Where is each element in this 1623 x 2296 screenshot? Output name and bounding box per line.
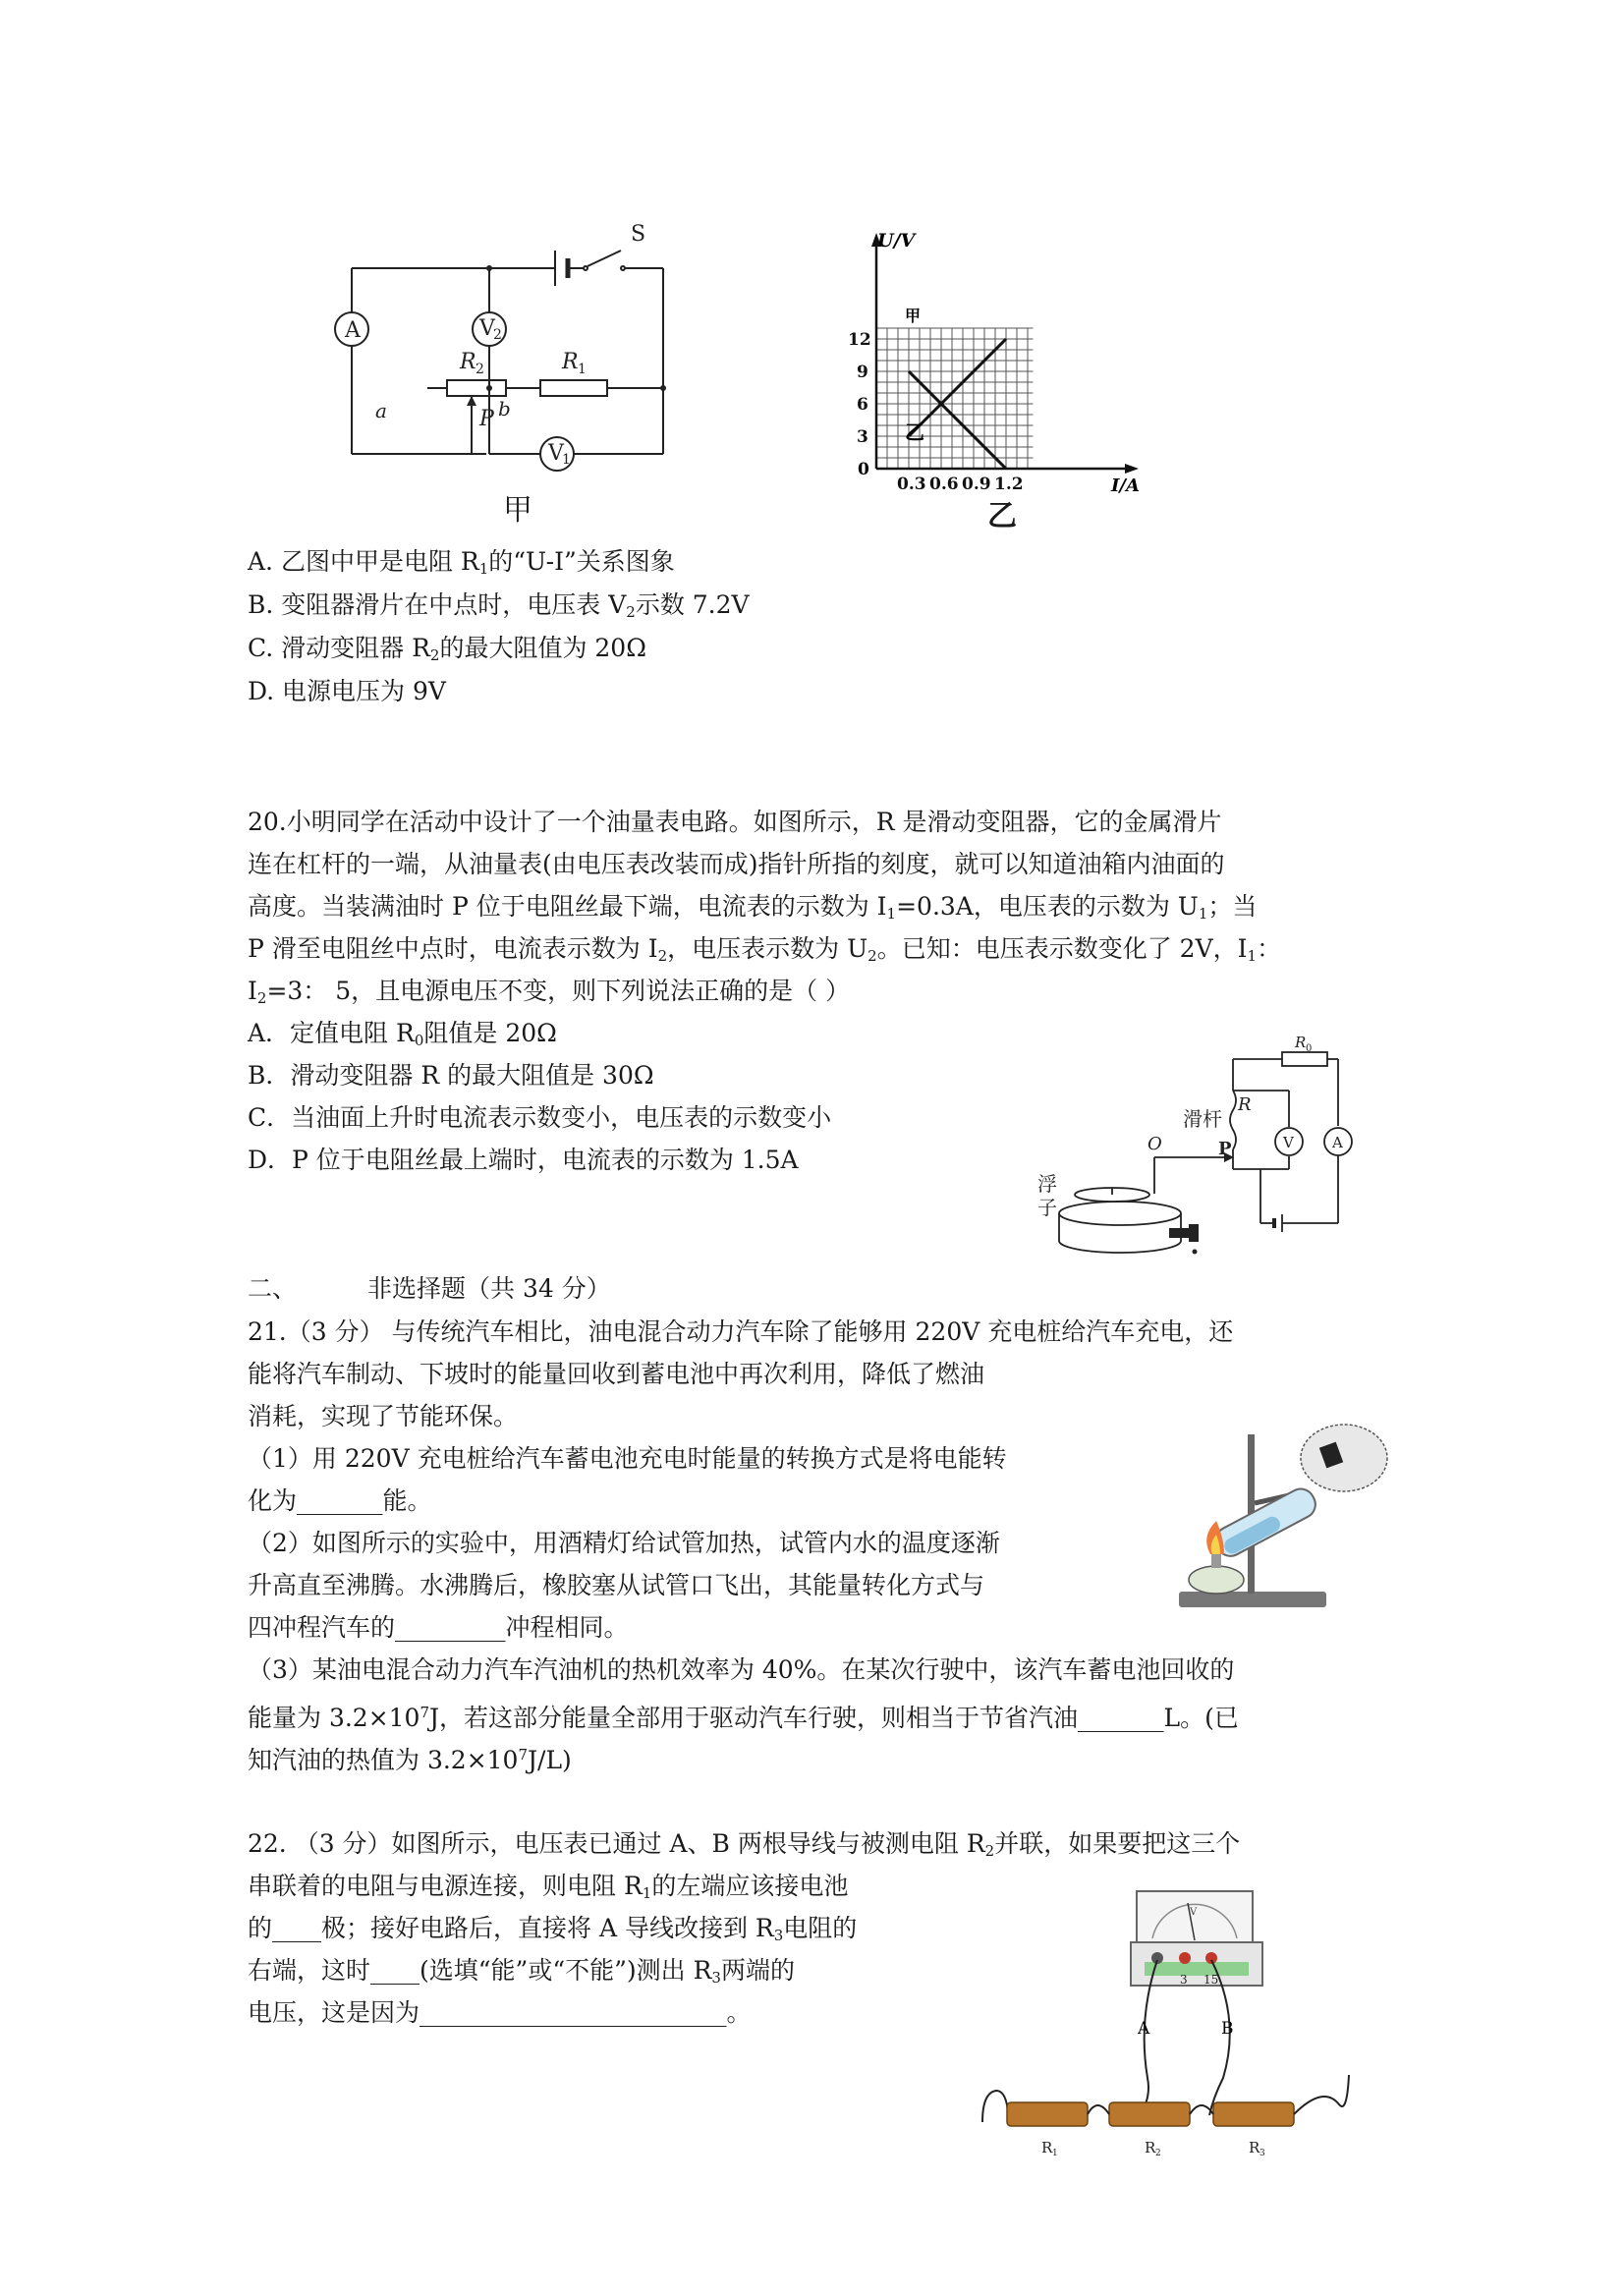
y-tick-label: 3 xyxy=(857,427,868,447)
y-axis-label: U/V xyxy=(877,230,916,252)
svg-text:R: R xyxy=(1145,2139,1156,2156)
q20-option-d: D．P 位于电阻丝最上端时，电流表的示数为 1.5A xyxy=(248,1146,799,1174)
ammeter-label: A xyxy=(345,318,361,343)
x-tick-label: 0.6 xyxy=(929,475,959,494)
q22-stem-line1: 22. （3 分）如图所示，电压表已通过 A、B 两根导线与被测电阻 $R_2$并联，如果要把这三个 xyxy=(248,1829,1241,1860)
svg-text:浮: 浮 xyxy=(1037,1172,1057,1196)
svg-text:P: P xyxy=(1218,1139,1232,1159)
q21-part2-line1: （2）如图所示的实验中，用酒精灯给试管加热，试管内水的温度逐渐 xyxy=(248,1529,1000,1557)
svg-text:A: A xyxy=(1332,1134,1343,1151)
svg-text:1: 1 xyxy=(562,452,571,468)
q19-option-b: B. 变阻器滑片在中点时，电压表 $V_2$示数 7.2V xyxy=(248,590,750,621)
origin-label: 0 xyxy=(858,460,869,479)
q21-part2-line3: 四冲程汽车的_________冲程相同。 xyxy=(248,1613,629,1642)
q20-stem-line2: 连在杠杆的一端，从油量表(由电压表改装而成)指针所指的刻度，就可以知道油箱内油面的 xyxy=(248,850,1225,878)
svg-text:B: B xyxy=(1221,2019,1234,2039)
q20-stem-line3: 高度。当装满油时 P 位于电阻丝最下端，电流表的示数为 $I_1=0.3A$，电压表的示数为 $U_1$；当 xyxy=(248,892,1258,923)
q21-part3-line2: 能量为 $3.2\times 10^7J$，若这部分能量全部用于驱动汽车行驶，则相当于节省汽油_______L。(已 xyxy=(248,1704,1239,1732)
q21-stem-line1: 21.（3 分） 与传统汽车相比，油电混合动力汽车除了能够用 220V 充电桩给汽车充电，还 xyxy=(248,1317,1234,1346)
x-tick-label: 0.9 xyxy=(962,475,991,494)
svg-text:b: b xyxy=(498,397,511,420)
q21-part1-line2: 化为_______能。 xyxy=(248,1486,432,1515)
svg-text:P: P xyxy=(479,407,494,431)
test-tube-heating-figure xyxy=(1159,1415,1395,1626)
svg-text:R: R xyxy=(1041,2139,1053,2156)
q22-stem-line5: 电压，这是因为_________________________。 xyxy=(248,1998,752,2027)
svg-text:R: R xyxy=(1295,1034,1307,1051)
q21-part3-line1: （3）某油电混合动力汽车汽油机的热机效率为 40%。在某次行驶中，该汽车蓄电池回收的 xyxy=(248,1655,1235,1684)
q19-option-a: A. 乙图中甲是电阻 $R_1$的“U-I”关系图象 xyxy=(248,547,675,578)
ui-graph-yi xyxy=(840,221,1154,506)
oil-gauge-circuit-figure xyxy=(1032,1022,1356,1258)
figure-caption-yi: 乙 xyxy=(987,499,1017,533)
svg-text:a: a xyxy=(375,399,387,422)
svg-text:R: R xyxy=(1249,2139,1260,2156)
v2-label: V xyxy=(479,316,495,341)
voltmeter-resistors-figure xyxy=(978,1881,1390,2158)
figure-caption-jia: 甲 xyxy=(503,493,532,528)
svg-text:2: 2 xyxy=(476,362,484,377)
svg-text:O: O xyxy=(1147,1134,1162,1154)
svg-text:V: V xyxy=(1190,1907,1198,1918)
v1-label: V xyxy=(548,441,564,466)
series-label-yi: 乙 xyxy=(905,420,924,444)
svg-text:1: 1 xyxy=(578,362,587,377)
svg-text:3: 3 xyxy=(1259,2149,1265,2158)
svg-text:A: A xyxy=(1138,2019,1150,2039)
q20-option-a: A．定值电阻 $R_0$阻值是 20Ω xyxy=(248,1019,557,1049)
y-tick-label: 6 xyxy=(857,395,868,415)
q21-part1-line1: （1）用 220V 充电桩给汽车蓄电池充电时能量的转换方式是将电能转 xyxy=(248,1444,1007,1473)
q20-stem-line4: P 滑至电阻丝中点时，电流表示数为 $I_2$，电压表示数为 $U_2$。已知：电压表示数变化了 2V，$I_1$： xyxy=(248,934,1282,965)
q19-option-d: D. 电源电压为 9V xyxy=(248,677,446,705)
q21-stem-line2: 能将汽车制动、下坡时的能量回收到蓄电池中再次利用，降低了燃油 xyxy=(248,1360,985,1388)
q21-stem-line3: 消耗，实现了节能环保。 xyxy=(248,1402,519,1430)
svg-text:R: R xyxy=(1238,1094,1252,1115)
q22-stem-line4: 右端，这时____(选填“能”或“不能”)测出 $R_3$两端的 xyxy=(248,1956,795,1987)
y-tick-label: 9 xyxy=(857,363,868,382)
x-tick-label: 1.2 xyxy=(994,475,1024,494)
svg-text:2: 2 xyxy=(1155,2149,1161,2158)
section-heading: 二、 非选择题（共 34 分） xyxy=(248,1274,611,1303)
svg-text:子: 子 xyxy=(1037,1196,1057,1219)
circuit-diagram-jia xyxy=(314,211,688,526)
q21-part2-line2: 升高直至沸腾。水沸腾后，橡胶塞从试管口飞出，其能量转化方式与 xyxy=(248,1571,985,1599)
q22-stem-line2: 串联着的电阻与电源连接，则电阻 $R_1$的左端应该接电池 xyxy=(248,1872,849,1902)
svg-text:滑杆: 滑杆 xyxy=(1183,1107,1222,1131)
r1-label: R xyxy=(562,350,579,374)
q20-stem-line5: $I_2=3$： 5，且电源电压不变，则下列说法正确的是（ ） xyxy=(248,977,851,1007)
q22-stem-line3: 的____极；接好电路后，直接将 A 导线改接到 $R_3$电阻的 xyxy=(248,1914,858,1944)
y-tick-label: 12 xyxy=(848,330,871,350)
r2-label: R xyxy=(460,350,476,374)
x-axis-label: I/A xyxy=(1111,476,1140,496)
svg-text:0: 0 xyxy=(1306,1043,1313,1054)
q20-option-b: B．滑动变阻器 R 的最大阻值是 30Ω xyxy=(248,1061,654,1090)
q20-stem-line1: 20.小明同学在活动中设计了一个油量表电路。如图所示，R 是滑动变阻器，它的金属滑片 xyxy=(248,808,1222,836)
svg-text:2: 2 xyxy=(493,327,502,343)
q20-option-c: C．当油面上升时电流表示数变小，电压表的示数变小 xyxy=(248,1103,832,1132)
svg-text:1: 1 xyxy=(1052,2149,1058,2158)
x-tick-label: 0.3 xyxy=(897,475,926,494)
q21-part3-line3: 知汽油的热值为 $3.2\times 10^7J/L$) xyxy=(248,1746,572,1774)
series-label-jia: 甲 xyxy=(905,307,922,325)
svg-text:3: 3 xyxy=(1180,1973,1188,1987)
switch-label: S xyxy=(631,222,646,247)
svg-text:V: V xyxy=(1283,1134,1294,1151)
svg-text:15: 15 xyxy=(1203,1973,1219,1987)
q19-option-c: C. 滑动变阻器 $R_2$的最大阻值为 20Ω xyxy=(248,634,646,664)
